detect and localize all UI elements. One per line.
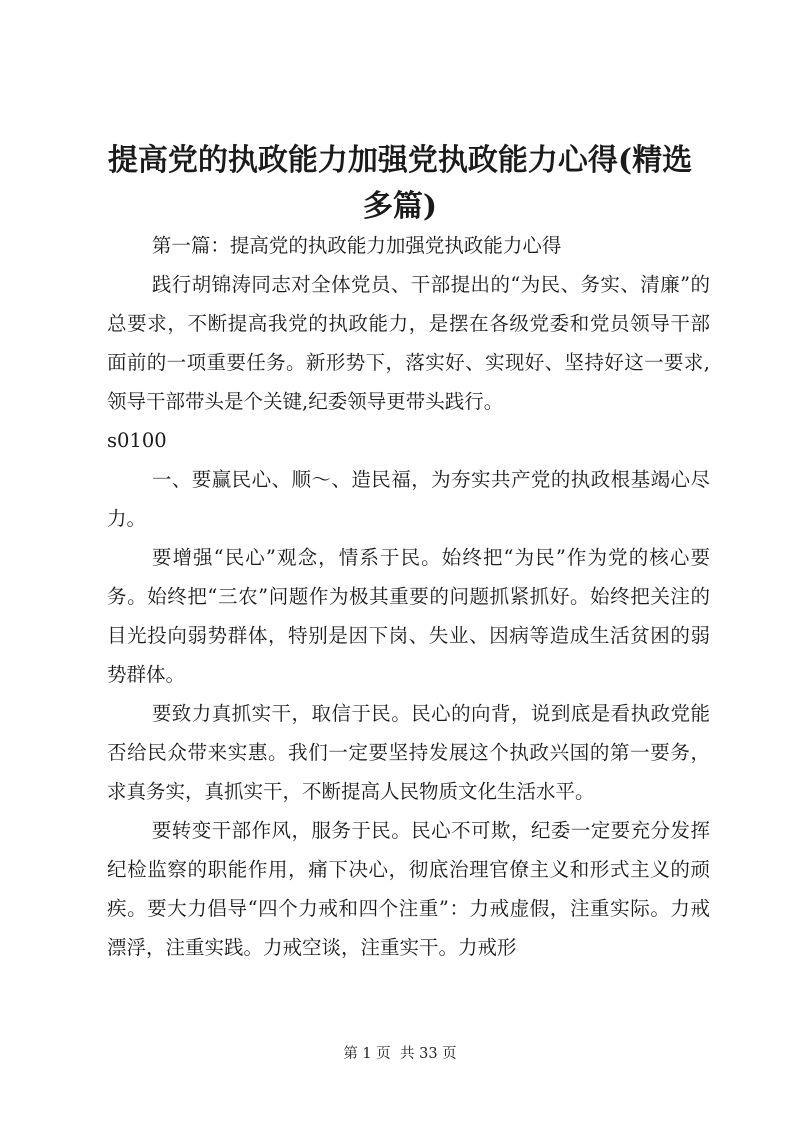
body-paragraph: s0100 xyxy=(107,429,167,452)
body-paragraph: 要增强“民心”观念，情系于民。始终把“为民”作为党的核心要务。始终把“三农”问题作为极其重要的问题抓紧抓好。始终把关注的目光投向弱势群体，特别是因下岗、失业、因病等造成生活贫困的弱势群体。 xyxy=(107,546,710,686)
body-paragraph: 要转变干部作风，服务于民。民心不可欺，纪委一定要充分发挥纪检监察的职能作用，痛下决心，彻底治理官僚主义和形式主义的顽疾。要大力倡导“四个力戒和四个注重”：力戒虚假，注重实际。力戒漂浮，注重实践。力戒空谈，注重实干。力戒形 xyxy=(107,819,710,959)
body-paragraph: 践行胡锦涛同志对全体党员、干部提出的“为民、务实、清廉”的总要求，不断提高我党的执政能力，是摆在各级党委和党员领导干部面前的一项重要任务。新形势下，落实好、实现好、坚持好这一要求,领导干部带头是个关键,纪委领导更带头践行。 xyxy=(107,273,710,413)
body-paragraph: 一、要赢民心、顺～、造民福，为夯实共产党的执政根基竭心尽力。 xyxy=(107,468,710,530)
document-title: 提高党的执政能力加强党执政能力心得(精选多篇) xyxy=(107,143,693,224)
page-footer xyxy=(0,1044,800,1064)
page-number: 第 1 页 共 33 页 xyxy=(343,1046,457,1062)
section-heading: 第一篇：提高党的执政能力加强党执政能力心得 xyxy=(151,234,562,257)
body-paragraph: 要致力真抓实干，取信于民。民心的向背，说到底是看执政党能否给民众带来实惠。我们一定要坚持发展这个执政兴国的第一要务，求真务实，真抓实干，不断提高人民物质文化生活水平。 xyxy=(107,702,710,803)
document-body xyxy=(107,226,710,967)
